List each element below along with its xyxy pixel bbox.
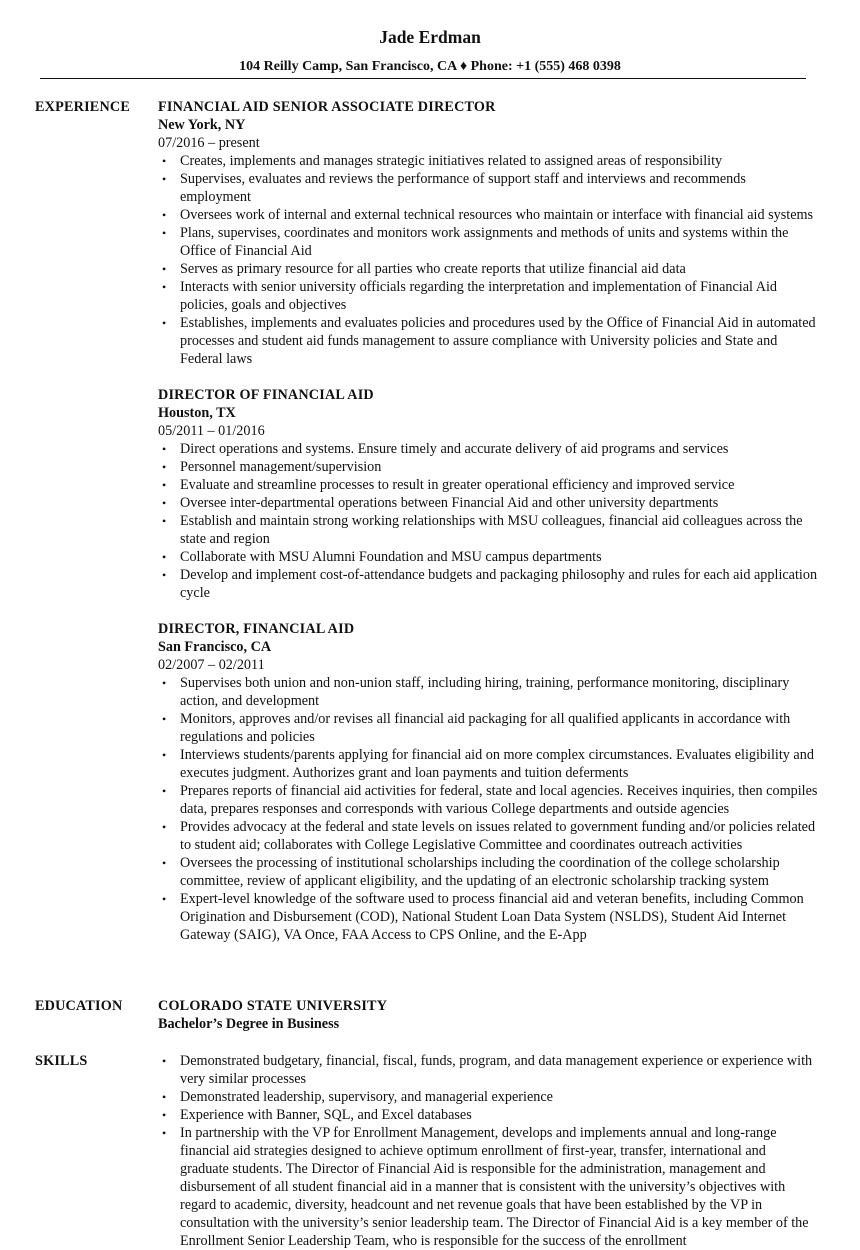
section-label-skills: SKILLS xyxy=(35,1053,88,1069)
bullet-item xyxy=(158,440,818,458)
bullet-text: Develop and implement cost-of-attendance budgets and packaging philosophy and rules for each aid application cycle xyxy=(180,567,818,601)
contact-line: 104 Reilly Camp, San Francisco, CA ♦ Phone: +1 (555) 468 0398 xyxy=(239,59,621,74)
bullet-text: Establish and maintain strong working relationships with MSU colleagues, financial aid colleagues across the state and region xyxy=(180,513,803,547)
bullet-dot-icon: • xyxy=(162,784,167,798)
bullet-dot-icon: • xyxy=(162,1090,167,1104)
bullet-item xyxy=(158,818,818,854)
job-title: DIRECTOR, FINANCIAL AID xyxy=(158,621,355,637)
section-label-education: EDUCATION xyxy=(35,998,123,1014)
bullet-dot-icon: • xyxy=(162,208,167,222)
bullet-text: Oversee inter-departmental operations between Financial Aid and other university departments xyxy=(180,495,719,511)
bullet-dot-icon: • xyxy=(162,442,167,456)
bullet-item xyxy=(158,494,818,512)
bullet-text: Establishes, implements and evaluates policies and procedures used by the Office of Financial Aid in automated processes and student aid funds management to assure compliance with University policies and State and Federal laws xyxy=(180,315,816,367)
experience-body xyxy=(158,98,818,962)
bullet-text: Provides advocacy at the federal and state levels on issues related to government funding and/or policies related to student aid; collaborates with College Legislative Committee and coordinates outreach activities xyxy=(180,819,816,853)
bullet-item xyxy=(158,260,818,278)
bullet-text: Serves as primary resource for all parties who create reports that utilize financial aid data xyxy=(180,261,686,277)
bullet-text: In partnership with the VP for Enrollment Management, develops and implements annual and long-range financial aid strategies designed to achieve optimum enrollment of first-year, transfer, international and graduate students. The Director of Financial Aid is responsible for the administration, management and disbursement of all student financial aid in a manner that is consistent with the university’s objectives with regard to academic, diversity, headcount and net revenue goals that have been established by the VP in consultation with the university’s senior leadership team. The Director of Financial Aid is a key member of the Enrollment Senior Leadership Team, who is responsible for the success of the enrollment xyxy=(180,1125,809,1249)
bullet-dot-icon: • xyxy=(162,550,167,564)
job-entry xyxy=(158,620,818,944)
bullet-item xyxy=(158,566,818,602)
bullet-dot-icon: • xyxy=(162,856,167,870)
bullet-item xyxy=(158,674,818,710)
degree: Bachelor’s Degree in Business xyxy=(158,1016,340,1032)
bullet-dot-icon: • xyxy=(162,748,167,762)
bullet-dot-icon: • xyxy=(162,460,167,474)
bullet-text: Creates, implements and manages strategic initiatives related to assigned areas of responsibility xyxy=(180,153,723,169)
bullet-text: Interviews students/parents applying for financial aid on more complex circumstances. Evaluates eligibility and executes judgment. Authorizes grant and loan payments and tuition deferments xyxy=(180,747,814,781)
bullet-dot-icon: • xyxy=(162,478,167,492)
bullet-dot-icon: • xyxy=(162,1108,167,1122)
bullet-item xyxy=(158,206,818,224)
bullet-text: Plans, supervises, coordinates and monitors work assignments and methods of units and systems within the Office of Financial Aid xyxy=(180,225,789,259)
job-location: New York, NY xyxy=(158,117,246,133)
bullet-text: Collaborate with MSU Alumni Foundation and MSU campus departments xyxy=(180,549,602,565)
header-divider xyxy=(40,78,806,79)
bullet-item xyxy=(158,224,818,260)
bullet-text: Supervises both union and non-union staff, including hiring, training, performance monitoring, disciplinary action, and development xyxy=(180,675,790,709)
skills-body xyxy=(158,1052,818,1250)
bullet-item xyxy=(158,170,818,206)
bullet-dot-icon: • xyxy=(162,514,167,528)
bullet-text: Oversees work of internal and external technical resources who maintain or interface with financial aid systems xyxy=(180,207,814,223)
candidate-name: Jade Erdman xyxy=(379,27,481,47)
bullet-item xyxy=(158,746,818,782)
bullet-dot-icon: • xyxy=(162,1126,167,1140)
job-dates: 05/2011 – 01/2016 xyxy=(158,423,265,439)
job-entry xyxy=(158,386,818,602)
bullet-text: Demonstrated budgetary, financial, fiscal, funds, program, and data management experience or experience with very similar processes xyxy=(180,1053,813,1087)
bullet-dot-icon: • xyxy=(162,262,167,276)
bullet-item xyxy=(158,152,818,170)
bullet-dot-icon: • xyxy=(162,1054,167,1068)
job-title: FINANCIAL AID SENIOR ASSOCIATE DIRECTOR xyxy=(158,99,496,115)
bullet-text: Direct operations and systems. Ensure timely and accurate delivery of aid programs and services xyxy=(180,441,729,457)
bullet-item xyxy=(158,710,818,746)
job-bullets xyxy=(158,440,818,602)
section-label-experience: EXPERIENCE xyxy=(35,99,131,115)
bullet-text: Experience with Banner, SQL, and Excel databases xyxy=(180,1107,472,1123)
bullet-text: Oversees the processing of institutional scholarships including the coordination of the college scholarship committee, review of applicant eligibility, and the updating of an electronic scholarship tracking system xyxy=(180,855,780,889)
bullet-dot-icon: • xyxy=(162,280,167,294)
job-entry xyxy=(158,98,818,368)
job-location: San Francisco, CA xyxy=(158,639,272,655)
job-bullets xyxy=(158,152,818,368)
job-bullets xyxy=(158,674,818,944)
bullet-dot-icon: • xyxy=(162,676,167,690)
bullet-dot-icon: • xyxy=(162,820,167,834)
bullet-text: Supervises, evaluates and reviews the performance of support staff and interviews and recommends employment xyxy=(180,171,746,205)
skills-list xyxy=(158,1052,818,1250)
bullet-dot-icon: • xyxy=(162,712,167,726)
bullet-dot-icon: • xyxy=(162,892,167,906)
job-dates: 07/2016 – present xyxy=(158,135,260,151)
bullet-item xyxy=(158,890,818,944)
bullet-item xyxy=(158,314,818,368)
bullet-item xyxy=(158,548,818,566)
bullet-item xyxy=(158,278,818,314)
bullet-text: Evaluate and streamline processes to result in greater operational efficiency and improved service xyxy=(180,477,735,493)
bullet-item xyxy=(158,458,818,476)
bullet-text: Prepares reports of financial aid activities for federal, state and local agencies. Receives inquiries, then compiles data, prepares responses and corresponds with various College departments and outside agencies xyxy=(180,783,818,817)
bullet-item xyxy=(158,476,818,494)
bullet-item xyxy=(158,512,818,548)
bullet-dot-icon: • xyxy=(162,172,167,186)
bullet-text: Monitors, approves and/or revises all financial aid packaging for all qualified applicants in accordance with regulations and policies xyxy=(180,711,791,745)
bullet-item xyxy=(158,1088,818,1106)
school-name: COLORADO STATE UNIVERSITY xyxy=(158,998,388,1014)
bullet-dot-icon: • xyxy=(162,226,167,240)
bullet-dot-icon: • xyxy=(162,568,167,582)
bullet-text: Demonstrated leadership, supervisory, and managerial experience xyxy=(180,1089,553,1105)
bullet-item xyxy=(158,1052,818,1088)
job-location: Houston, TX xyxy=(158,405,236,421)
job-dates: 02/2007 – 02/2011 xyxy=(158,657,265,673)
bullet-item xyxy=(158,1106,818,1124)
bullet-text: Personnel management/supervision xyxy=(180,459,382,475)
education-body xyxy=(158,997,818,1033)
bullet-dot-icon: • xyxy=(162,154,167,168)
bullet-item xyxy=(158,854,818,890)
bullet-item xyxy=(158,1124,818,1250)
bullet-item xyxy=(158,782,818,818)
bullet-dot-icon: • xyxy=(162,316,167,330)
job-title: DIRECTOR OF FINANCIAL AID xyxy=(158,387,374,403)
bullet-text: Interacts with senior university officials regarding the interpretation and implementation of Financial Aid policies, goals and objectives xyxy=(180,279,778,313)
bullet-text: Expert-level knowledge of the software used to process financial aid and veteran benefits, including Common Origination and Disbursement (COD), National Student Loan Data System (NSLDS), Student Aid Internet Gateway (SAIG), VA Once, FAA Access to CPS Online, and the E-App xyxy=(180,891,804,943)
bullet-dot-icon: • xyxy=(162,496,167,510)
